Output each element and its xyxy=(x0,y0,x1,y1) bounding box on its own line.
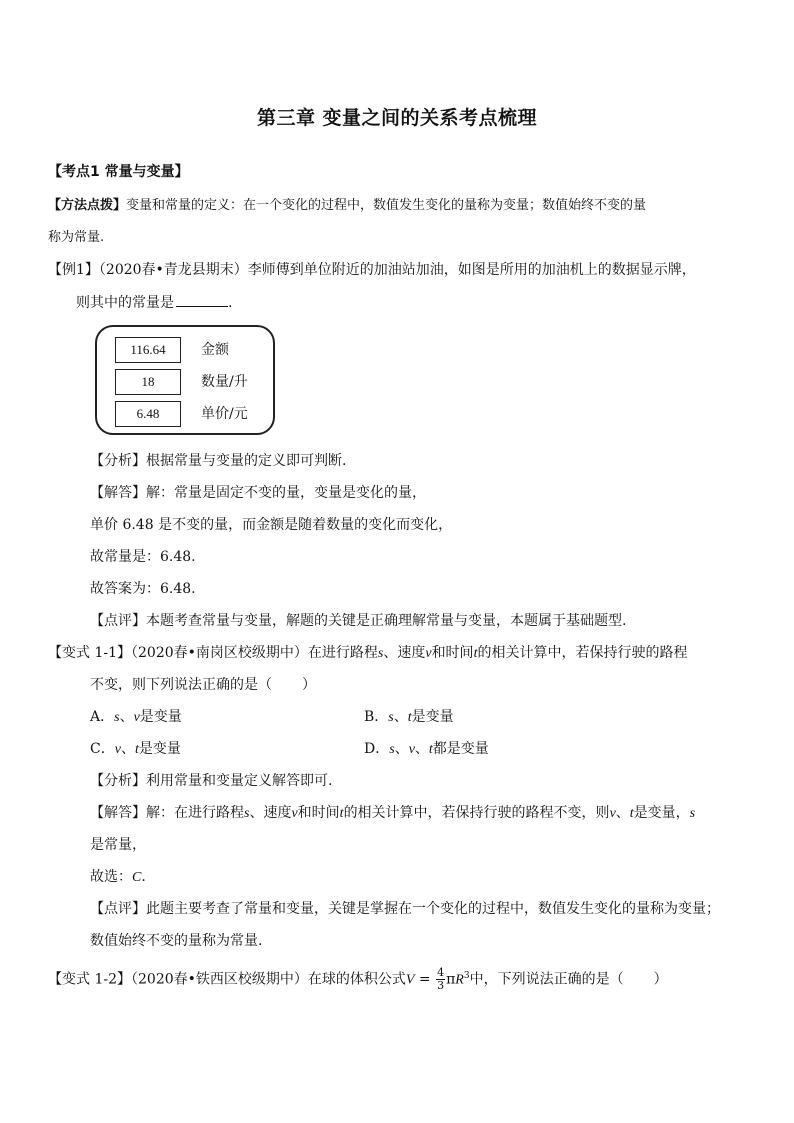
example-1-text-1: （2020春•青龙县期末）李师傅到单位附近的加油站加油，如图是所用的加油机上的数据显示牌， xyxy=(98,262,696,278)
method-line-1 xyxy=(48,196,646,216)
quantity-label: 数量/升 xyxy=(201,374,248,390)
variant-1-1-answer-2: 是常量， xyxy=(90,837,146,853)
variant-1-1-answer-1: 【解答】解：在进行路程s、速度v和时间t的相关计算中，若保持行驶的路程不变，则v、t是变量，s xyxy=(90,805,696,821)
example-1-answer-3: 故常量是：6.48. xyxy=(90,549,196,565)
unit-price-label: 单价/元 xyxy=(201,406,248,422)
method-tag: 【方法点拨】 xyxy=(48,198,127,213)
example-1-answer-4: 故答案为：6.48. xyxy=(90,581,196,597)
option-c: C．v、t是变量 xyxy=(90,741,181,757)
answer-blank xyxy=(176,292,228,307)
section-heading: 【考点1 常量与变量】 xyxy=(48,164,189,180)
example-1-analysis: 【分析】根据常量与变量的定义即可判断. xyxy=(90,453,347,469)
variant-1-1-line-1: 【变式 1-1】（2020春•南岗区校级期中）在进行路程s、速度v和时间t的相关计算中，若保持行驶的路程 xyxy=(48,645,688,661)
variant-1-2-line: 【变式 1-2】（2020春•铁西区校级期中）在球的体积公式V = $\frac{4}{3}$ $\pi R^3$中，下列说法正确的是（ ） xyxy=(48,966,668,993)
example-1-line-1 xyxy=(48,260,696,280)
option-b: B．s、t是变量 xyxy=(364,709,454,725)
amount-label: 金额 xyxy=(201,342,229,358)
method-line-2: 称为常量. xyxy=(48,230,105,245)
quantity-value-box: 18 xyxy=(115,369,181,395)
option-d: D．s、v、t都是变量 xyxy=(364,741,489,757)
fraction-four-thirds: $\frac{4}{3}$ xyxy=(437,966,445,993)
example-1-text-2: 则其中的常量是 xyxy=(76,295,174,311)
page-title: 第三章 变量之间的关系考点梳理 xyxy=(256,107,538,129)
variant-1-1-line-2: 不变，则下列说法正确的是（ ） xyxy=(90,677,316,693)
example-1-comment: 【点评】本题考查常量与变量，解题的关键是正确理解常量与变量，本题属于基础题型. xyxy=(90,613,627,629)
method-text-1: 变量和常量的定义：在一个变化的过程中，数值发生变化的量称为变量；数值始终不变的量 xyxy=(126,198,647,213)
example-1-line-2: 则其中的常量是 . xyxy=(76,292,232,313)
amount-value-box: 116.64 xyxy=(115,337,181,363)
fuel-pump-display xyxy=(95,325,275,435)
example-1-answer-1: 【解答】解：常量是固定不变的量，变量是变化的量， xyxy=(90,485,426,501)
example-1-answer-2: 单价 6.48 是不变的量，而金额是随着数量的变化而变化， xyxy=(90,517,453,533)
example-1-tag: 【例1】 xyxy=(48,262,99,278)
option-a: A．s、v是变量 xyxy=(90,709,182,725)
variant-1-1-comment-1: 【点评】此题主要考查了常量和变量，关键是掌握在一个变化的过程中，数值发生变化的量称为变量； xyxy=(90,901,720,917)
unit-price-value-box: 6.48 xyxy=(115,401,181,427)
variant-1-1-answer-3: 故选：C. xyxy=(90,869,146,885)
variant-1-1-comment-2: 数值始终不变的量称为常量. xyxy=(90,933,263,949)
variant-1-1-analysis: 【分析】利用常量和变量定义解答即可. xyxy=(90,773,333,789)
